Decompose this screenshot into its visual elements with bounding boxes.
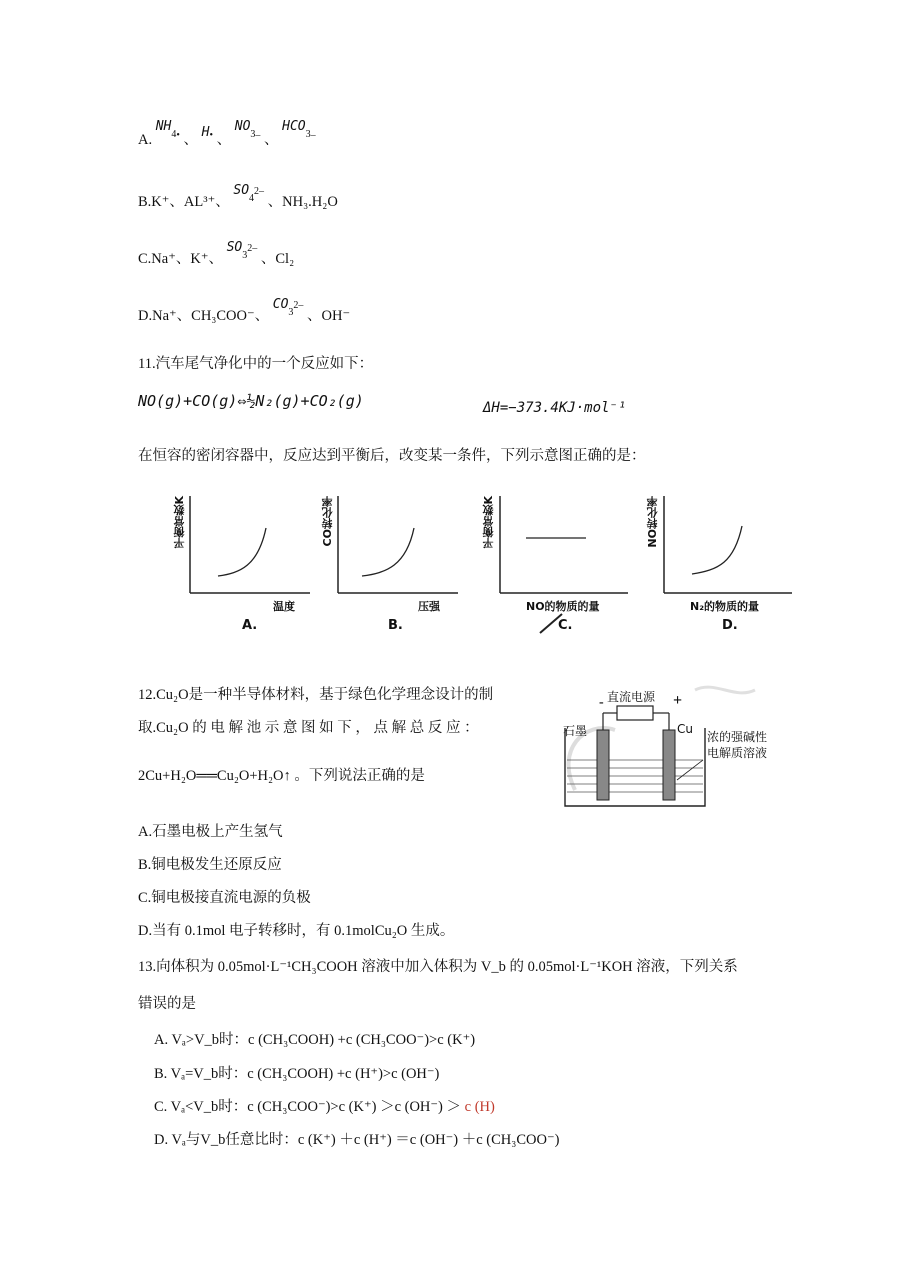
q11-stem: 11.汽车尾气净化中的一个反应如下： [138,356,374,372]
electrolysis-diagram [555,680,775,810]
q10-option-c: C.Na⁺、K⁺、 $SO^{32-}$ 、Cl₂ [138,240,295,267]
q11-question: 在恒容的密闭容器中，反应达到平衡后，改变某一条件，下列示意图正确的是： [138,448,646,464]
note-pointer [677,760,703,780]
chart-a-curve [218,528,266,576]
power-supply-box [617,706,653,720]
chart-c-xlabel: NO的物质的量 [526,600,600,613]
chart-b-ylabel: CO转化率 [321,496,334,547]
q10-option-a: A. $NH^{4•}$ 、 H• 、 $NO^{3-}$ 、 $HCO^{3-}$ [138,119,316,148]
q11-enthalpy: ΔH=−373.4KJ·mol⁻¹ [483,400,627,416]
beaker [565,728,705,806]
chart-d-ylabel: NO转化率 [646,496,659,548]
q12-line2: 取.Cu₂O 的 电 解 池 示 意 图 如 下 ， 点 解 总 反 应 ： [138,720,479,736]
q12-option-d: D.当有 0.1mol 电子转移时，有 0.1molCu₂O 生成。 [138,923,455,939]
copper-label: Cu [677,722,693,736]
q10-option-b: B.K⁺、AL³⁺、 $SO^{42-}$ 、NH₃.H₂O [138,183,338,210]
chart-b-label: B. [388,618,403,633]
power-supply-label: 直流电源 [607,690,656,704]
electrolyte-note-1: 浓的强碱性 [707,730,768,744]
chart-d-xlabel: N₂的物质的量 [690,600,760,613]
graphite-label: 石墨 [563,724,588,738]
q10-option-d: D.Na⁺、CH₃COO⁻、 $CO^{32-}$ 、OH⁻ [138,297,351,324]
q12-option-b: B.铜电极发生还原反应 [138,857,282,873]
chart-b-xlabel: 压强 [418,600,440,613]
q12-option-c: C.铜电极接直流电源的负极 [138,890,311,906]
q13-option-d: D. Vₐ与V_b任意比时：c (K⁺) ＋c (H⁺) ＝c (OH⁻) ＋c (CH₃COO⁻) [154,1132,560,1148]
q13-option-c [154,1095,495,1116]
plus-sign: + [673,692,683,709]
q13-option-a: A. Vₐ>V_b时：c (CH₃COOH) +c (CH₃COO⁻)>c (K⁺) [154,1032,476,1048]
q13-option-b: B. Vₐ=V_b时：c (CH₃COOH) +c (H⁺)>c (OH⁻) [154,1066,440,1082]
graphite-electrode [597,730,609,800]
chart-c-ylabel: 平衡常数K [482,496,495,549]
chart-a-xlabel: 温度 [273,600,295,613]
copper-electrode [663,730,675,800]
chart-a-ylabel: 平衡常数K [173,496,186,549]
chart-a-label: A. [242,618,258,633]
chart-d-label: D. [722,618,738,633]
chart-b-curve [362,528,414,576]
q13-option-c-red: c (H) [464,1099,495,1115]
chart-b [318,488,488,638]
q11-equation: NO(g)+CO(g)⇔½N₂(g)+CO₂(g) [138,392,364,410]
chart-a [170,488,340,638]
q12-line3: 2Cu+H₂O══Cu₂O+H₂O↑ 。下列说法正确的是 [138,768,425,784]
q13-line1: 13.向体积为 0.05mol·L⁻¹CH₃COOH 溶液中加入体积为 V_b 的 0.05mol·L⁻¹KOH 溶液，下列关系 [138,959,738,975]
chart-d-curve [692,526,742,574]
diagram-watermark-2 [695,687,755,693]
q13-line2: 错误的是 [138,996,196,1012]
electrolyte-note-2: 电解质溶液 [707,746,768,760]
q12-line1: 12.Cu₂O是一种半导体材料，基于绿色化学理念设计的制 [138,687,494,703]
q13-option-c-main: C. Vₐ<V_b时：c (CH₃COO⁻)>c (K⁺) ＞c (OH⁻) ＞ [154,1099,462,1115]
chart-d [642,488,812,638]
q12-option-a: A.石墨电极上产生氢气 [138,824,283,840]
chart-c-label: C. [558,618,573,633]
chart-c [478,488,648,638]
minus-sign: - [599,695,604,710]
